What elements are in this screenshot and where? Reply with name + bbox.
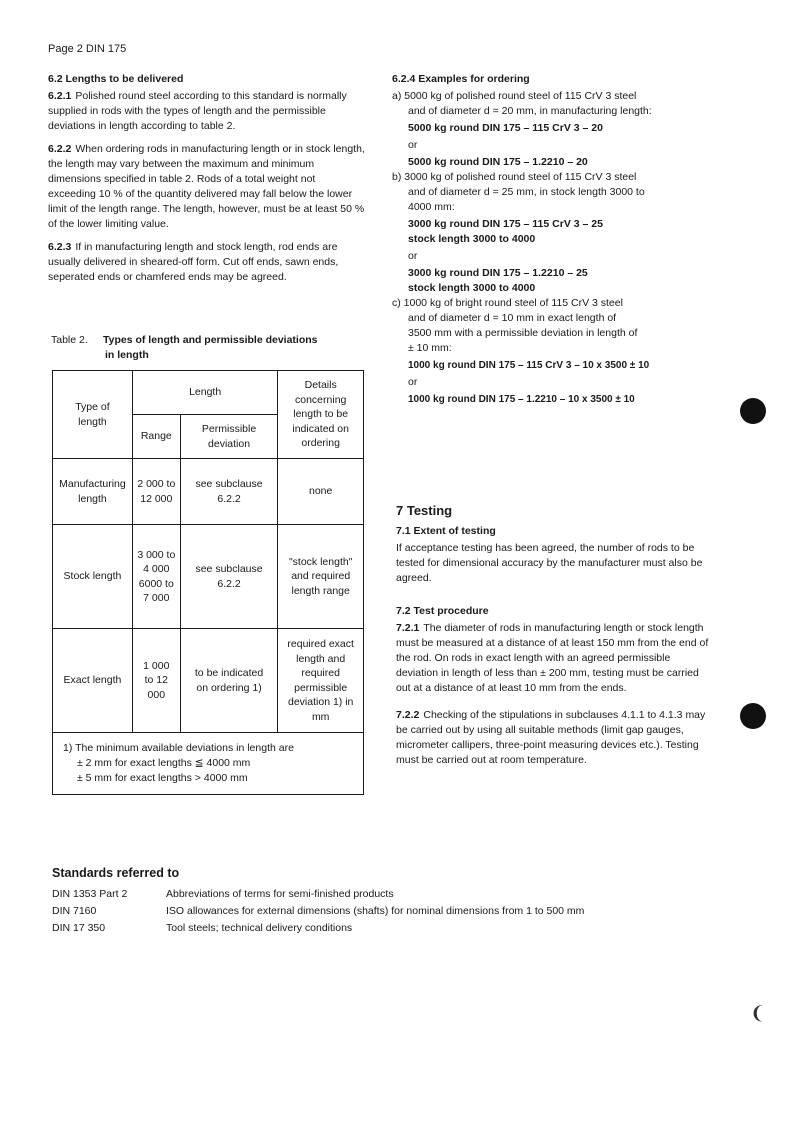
clause-6-2-3 bbox=[48, 240, 366, 285]
table-caption bbox=[51, 333, 318, 363]
table-caption-title-cont: in length bbox=[105, 349, 149, 361]
clause-number: 7.2.2 bbox=[396, 709, 420, 721]
left-column bbox=[48, 72, 366, 293]
example-line: a) 5000 kg of polished round steel of 115 CrV 3 steel bbox=[392, 90, 637, 102]
cell-range: 2 000 to 12 000 bbox=[132, 459, 180, 525]
example-line: and of diameter d = 10 mm in exact length of bbox=[408, 312, 617, 324]
example-line: c) 1000 kg of bright round steel of 115 CrV 3 steel bbox=[392, 297, 623, 309]
section-7 bbox=[396, 503, 712, 776]
reference-code: DIN 1353 Part 2 bbox=[52, 888, 128, 900]
section-6-2-4-heading: 6.2.4 Examples for ordering bbox=[392, 73, 530, 85]
header-details: Details concerning length to be indicated on ordering bbox=[278, 371, 364, 459]
cell-details: required exact length and required permissible deviation 1) in mm bbox=[278, 629, 364, 733]
reference-code: DIN 7160 bbox=[52, 905, 97, 917]
reference-row bbox=[52, 886, 584, 903]
order-designation: 3000 kg round DIN 175 – 1.2210 – 25 bbox=[408, 267, 588, 279]
reference-row bbox=[52, 920, 584, 937]
header-type-of-length: Type of length bbox=[53, 371, 133, 459]
table-row bbox=[53, 459, 364, 525]
clause-7-2-1 bbox=[396, 621, 712, 696]
clause-text: If in manufacturing length and stock length, rod ends are usually delivered in sheared-off form. Cut off ends, sawn ends, seperated ends or chamfered ends may be agreed. bbox=[48, 241, 339, 283]
table-row bbox=[53, 525, 364, 629]
clause-text: When ordering rods in manufacturing length or in stock length, the length may vary between the maximum and minimum dimensions specified in table 2. Rods of a total weight not exceeding 10 % of the quantity delivered may fall below the lower limit of the length range. The length, however, must be at least 50 % of the lower limiting value. bbox=[48, 143, 365, 230]
cell-type: Stock length bbox=[53, 525, 133, 629]
cell-perm: see subclause 6.2.2 bbox=[180, 525, 278, 629]
example-line: b) 3000 kg of polished round steel of 115 CrV 3 steel bbox=[392, 171, 637, 183]
clause-number: 7.2.1 bbox=[396, 622, 420, 634]
footnote-line: ± 5 mm for exact lengths > 4000 mm bbox=[77, 772, 248, 784]
section-7-1-heading: 7.1 Extent of testing bbox=[396, 525, 496, 537]
cell-perm: to be indicated on ordering 1) bbox=[180, 629, 278, 733]
reference-text: Tool steels; technical delivery conditions bbox=[166, 922, 353, 934]
section-7-heading: 7 Testing bbox=[396, 503, 453, 518]
example-c bbox=[392, 296, 710, 407]
reference-row bbox=[52, 903, 584, 920]
punch-hole-icon bbox=[740, 398, 766, 424]
or-label: or bbox=[408, 139, 418, 151]
order-designation: stock length 3000 to 4000 bbox=[408, 282, 536, 294]
order-designation: 3000 kg round DIN 175 – 115 CrV 3 – 25 bbox=[408, 218, 603, 230]
length-table bbox=[52, 370, 364, 795]
punch-hole-icon bbox=[740, 703, 766, 729]
table-row bbox=[53, 629, 364, 733]
clause-7-2-2 bbox=[396, 708, 712, 768]
right-column bbox=[392, 72, 710, 407]
table-caption-title: Types of length and permissible deviations bbox=[103, 334, 318, 346]
example-b bbox=[392, 170, 710, 296]
order-designation: 1000 kg round DIN 175 – 1.2210 – 10 x 3500 ± 10 bbox=[408, 394, 635, 405]
cell-range: 3 000 to 4 000 6000 to 7 000 bbox=[132, 525, 180, 629]
or-label: or bbox=[408, 376, 418, 388]
clause-number: 6.2.2 bbox=[48, 143, 72, 155]
or-label: or bbox=[408, 250, 418, 262]
header-permissible-deviation: Permissible deviation bbox=[180, 415, 278, 459]
example-line: ± 10 mm: bbox=[408, 342, 452, 354]
clause-number: 6.2.3 bbox=[48, 241, 72, 253]
footnote-line: 1) The minimum available deviations in length are bbox=[63, 742, 294, 754]
page-header: Page 2 DIN 175 bbox=[48, 43, 127, 55]
example-line: 4000 mm: bbox=[408, 201, 455, 213]
header-range: Range bbox=[132, 415, 180, 459]
example-line: and of diameter d = 25 mm, in stock length 3000 to bbox=[408, 186, 645, 198]
reference-code: DIN 17 350 bbox=[52, 922, 106, 934]
order-designation: 5000 kg round DIN 175 – 115 CrV 3 – 20 bbox=[408, 122, 603, 134]
table-footnote-row bbox=[53, 733, 364, 795]
references-title: Standards referred to bbox=[52, 866, 180, 880]
table-caption-label: Table 2. bbox=[51, 334, 88, 346]
example-line: 3500 mm with a permissible deviation in length of bbox=[408, 327, 638, 339]
example-line: and of diameter d = 20 mm, in manufacturing length: bbox=[408, 105, 652, 117]
clause-6-2-1 bbox=[48, 89, 366, 134]
table-footnote bbox=[53, 733, 364, 795]
order-designation: stock length 3000 to 4000 bbox=[408, 233, 536, 245]
cell-perm: see subclause 6.2.2 bbox=[180, 459, 278, 525]
section-7-2-heading: 7.2 Test procedure bbox=[396, 605, 489, 617]
example-a bbox=[392, 89, 710, 170]
reference-text: ISO allowances for external dimensions (shafts) for nominal dimensions from 1 to 500 mm bbox=[166, 905, 585, 917]
cell-type: Manufacturing length bbox=[53, 459, 133, 525]
order-designation: 1000 kg round DIN 175 – 115 CrV 3 – 10 x 3500 ± 10 bbox=[408, 360, 650, 371]
reference-text: Abbreviations of terms for semi-finished products bbox=[166, 888, 394, 900]
order-designation: 5000 kg round DIN 175 – 1.2210 – 20 bbox=[408, 156, 588, 168]
section-6-2-heading: 6.2 Lengths to be delivered bbox=[48, 73, 184, 85]
cell-details: "stock length" and required length range bbox=[278, 525, 364, 629]
standards-referred-to bbox=[52, 865, 584, 937]
cell-type: Exact length bbox=[53, 629, 133, 733]
footnote-line: ± 2 mm for exact lengths ≦ 4000 mm bbox=[77, 757, 251, 769]
clause-text: The diameter of rods in manufacturing length or stock length must be measured at a distance of at least 150 mm from the end of the rod. On rods in exact length with an agreed permissible deviation in length of less than ± 200 mm, testing must be carried out at a distance of at least 10 mm from the ends. bbox=[396, 622, 709, 694]
clause-text: Polished round steel according to this standard is normally supplied in rods with the types of length and the permissible deviations in length according to table 2. bbox=[48, 90, 347, 132]
header-length: Length bbox=[132, 371, 277, 415]
margin-mark-icon: ❨ bbox=[750, 1003, 766, 1023]
clause-text: Checking of the stipulations in subclauses 4.1.1 to 4.1.3 may be carried out by using all suitable methods (limit gap gauges, micrometer callipers, three-point measuring devices etc.). Testing must be carried out at room temperature. bbox=[396, 709, 706, 766]
cell-range: 1 000 to 12 000 bbox=[132, 629, 180, 733]
clause-6-2-2 bbox=[48, 142, 366, 232]
cell-details: none bbox=[278, 459, 364, 525]
clause-7-1: If acceptance testing has been agreed, the number of rods to be tested for dimensional accuracy by the manufacturer must also be agreed. bbox=[396, 542, 703, 584]
clause-number: 6.2.1 bbox=[48, 90, 72, 102]
